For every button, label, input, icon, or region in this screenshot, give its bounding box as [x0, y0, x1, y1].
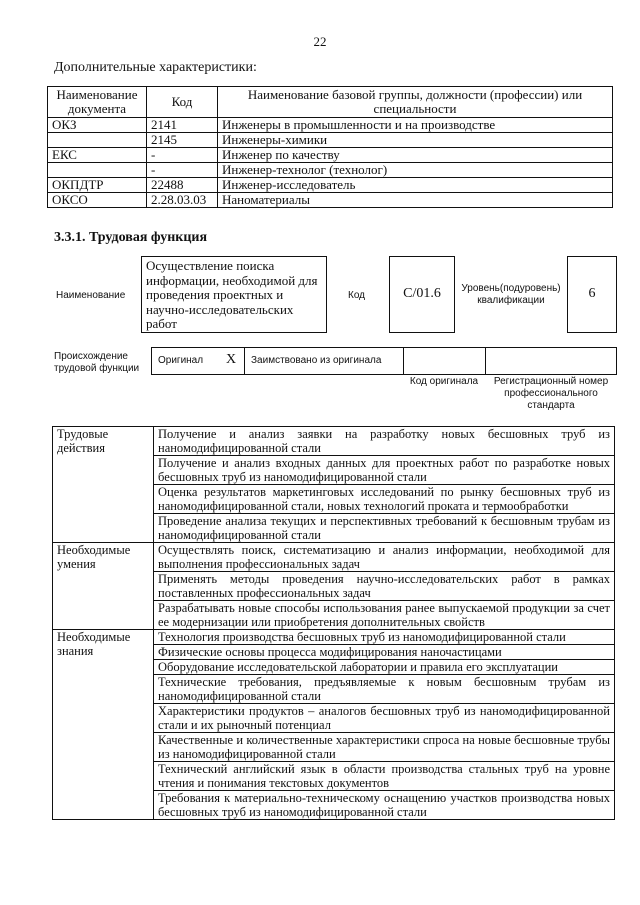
list-item: Проведение анализа текущих и перспективных требований к бесшовным трубам из наномодифицированной стали — [154, 514, 615, 543]
origin-original-cell — [151, 347, 245, 375]
table-row — [48, 163, 613, 178]
list-item: Осуществлять поиск, систематизацию и анализ информации, необходимой для выполнения профессиональных задач — [154, 543, 615, 572]
group-label: Трудовые действия — [53, 427, 154, 543]
additional-header-row — [48, 87, 613, 118]
header-name: Наименование базовой группы, должности (профессии) или специальности — [218, 87, 613, 118]
original-label: Оригинал — [158, 355, 204, 366]
code-cell: - — [147, 163, 218, 178]
list-item: Требования к материально-техническому оснащению участков производства новых бесшовных труб из наномодифицированной стали — [154, 791, 615, 820]
name-cell: Инженеры в промышленности и на производстве — [218, 118, 613, 133]
code-label: Код — [348, 290, 366, 301]
list-item: Качественные и количественные характеристики спроса на новые бесшовные трубы из наномодифицированной стали — [154, 733, 615, 762]
code-cell: - — [147, 148, 218, 163]
table-row — [53, 630, 615, 645]
list-item: Оценка результатов маркетинговых исследований по рынку бесшовных труб из наномодифицированной стали, новых технологий проката и термообработки — [154, 485, 615, 514]
table-row — [48, 148, 613, 163]
list-item: Получение и анализ заявки на разработку новых бесшовных труб из наномодифицированной стали — [154, 427, 615, 456]
table-row — [48, 193, 613, 208]
list-item: Технический английский язык в области производства стальных труб на уровне чтения и понимания текстовых документов — [154, 762, 615, 791]
list-item: Получение и анализ входных данных для проектных работ по разработке новых бесшовных труб из наномодифицированной стали — [154, 456, 615, 485]
code-cell: 2141 — [147, 118, 218, 133]
doc-cell: ОКПДТР — [48, 178, 147, 193]
borrowed-label: Заимствовано из оригинала — [251, 355, 382, 366]
code-cell: 22488 — [147, 178, 218, 193]
details-table — [52, 426, 615, 820]
code-value: C/01.6 — [403, 286, 441, 301]
reg-number-caption: Регистрационный номер профессионального стандарта — [493, 376, 609, 411]
name-cell: Наноматериалы — [218, 193, 613, 208]
list-item: Физические основы процесса модифицирования наночастицами — [154, 645, 615, 660]
code-cell: 2145 — [147, 133, 218, 148]
name-cell: Инженер-исследователь — [218, 178, 613, 193]
header-doc: Наименование документа — [48, 87, 147, 118]
doc-cell: ЕКС — [48, 148, 147, 163]
name-cell: Инженер по качеству — [218, 148, 613, 163]
page-number: 22 — [313, 34, 327, 49]
name-cell: Инженеры-химики — [218, 133, 613, 148]
level-value: 6 — [588, 286, 596, 301]
header-code: Код — [147, 87, 218, 118]
table-row — [48, 178, 613, 193]
code-cell: 2.28.03.03 — [147, 193, 218, 208]
additional-title: Дополнительные характеристики: — [54, 60, 257, 75]
table-row — [53, 427, 615, 456]
additional-table — [47, 86, 613, 208]
origin-borrowed-cell — [244, 347, 404, 375]
list-item: Применять методы проведения научно-исследовательских работ в рамках поставленных профессиональных задач — [154, 572, 615, 601]
original-mark: X — [226, 352, 237, 367]
section-title: 3.3.1. Трудовая функция — [54, 230, 208, 245]
code-box — [389, 256, 455, 333]
table-row — [53, 543, 615, 572]
function-name-box — [141, 256, 327, 333]
level-box — [567, 256, 617, 333]
name-label: Наименование — [56, 290, 126, 301]
group-label: Необходимые умения — [53, 543, 154, 630]
list-item: Характеристики продуктов – аналогов бесшовных труб из наномодифицированной стали и их рыночный потенциал — [154, 704, 615, 733]
table-row — [48, 133, 613, 148]
level-label: Уровень(подуровень) квалификации — [461, 283, 561, 306]
reg-number-cell — [485, 347, 617, 375]
list-item: Разрабатывать новые способы использования ранее выпускаемой продукции за счет ее модернизации или приобретения дополнительных свойств — [154, 601, 615, 630]
origin-code-caption: Код оригинала — [409, 376, 479, 387]
doc-cell: ОКСО — [48, 193, 147, 208]
doc-cell: ОКЗ — [48, 118, 147, 133]
list-item: Оборудование исследовательской лаборатории и правила его эксплуатации — [154, 660, 615, 675]
name-cell: Инженер-технолог (технолог) — [218, 163, 613, 178]
group-label: Необходимые знания — [53, 630, 154, 820]
list-item: Технические требования, предъявляемые к новым бесшовным трубам из наномодифицированной стали — [154, 675, 615, 704]
doc-cell — [48, 163, 147, 178]
function-name: Осуществление поиска информации, необходимой для проведения проектных и научно-исследовательских работ — [146, 258, 318, 331]
list-item: Технология производства бесшовных труб из наномодифицированной стали — [154, 630, 615, 645]
origin-code-cell — [403, 347, 486, 375]
table-row — [48, 118, 613, 133]
origin-label: Происхождение трудовой функции — [54, 351, 140, 374]
doc-cell — [48, 133, 147, 148]
